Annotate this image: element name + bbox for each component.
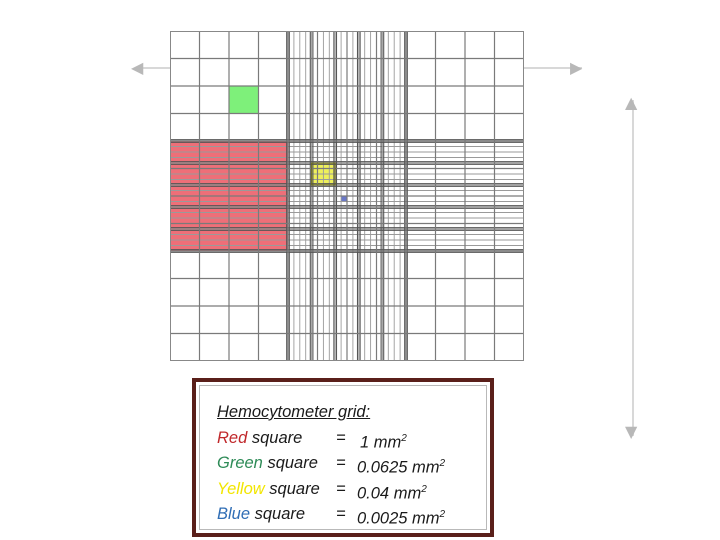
blue-value: 0.0025 mm [357,509,440,528]
legend-row-yellow [217,477,427,503]
green-square-word: square [267,454,318,472]
green-value: 0.0625 mm [357,458,440,477]
down-arrow-icon: ▼ [625,422,638,441]
green-equals: = [336,454,346,472]
yellow-equals: = [336,479,346,498]
right-dimension-line [632,100,634,436]
red-word: Red [217,428,248,447]
up-arrow-icon: ▲ [625,93,638,112]
blue-equals: = [336,505,346,523]
green-exp: 2 [439,458,446,469]
red-equals: = [336,428,346,447]
green-square [229,86,259,114]
red-exp: 2 [401,432,407,444]
legend-row-blue [217,502,446,528]
right-arrow-icon: ▶ [570,58,583,77]
grid-svg [170,31,524,361]
red-square-word: square [251,428,303,447]
yellow-word: Yellow [217,479,265,498]
blue-square [342,197,347,202]
blue-word: Blue [217,505,251,523]
legend-box [192,378,494,537]
legend-row-red [217,426,407,452]
green-word: Green [217,454,263,472]
left-arrow-icon: ◀ [131,58,144,77]
legend-title-row [217,400,370,426]
legend-text [217,400,446,528]
legend-title: Hemocytometer grid: [217,403,371,421]
legend-row-green [217,451,446,477]
yellow-square-word: square [269,479,320,498]
hemocytometer-grid [170,31,524,361]
red-value: 1 mm [360,433,402,451]
blue-square-word: square [254,505,306,523]
yellow-exp: 2 [421,483,427,495]
blue-exp: 2 [439,509,446,520]
yellow-value: 0.04 mm [357,484,422,502]
